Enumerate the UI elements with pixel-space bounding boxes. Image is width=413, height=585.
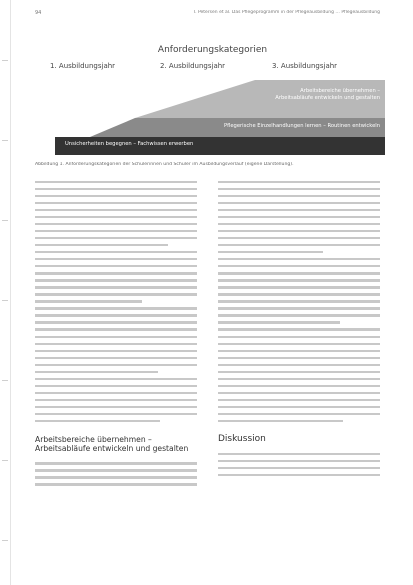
text-line-bar (35, 392, 197, 394)
text-line (218, 234, 380, 241)
text-line (35, 312, 197, 319)
text-line-bar (35, 286, 197, 288)
text-line (218, 277, 380, 284)
text-line-bar (218, 230, 380, 232)
text-line (35, 263, 197, 270)
text-line-bar (35, 420, 160, 422)
left-margin-strip (0, 0, 11, 585)
text-line-bar (218, 307, 380, 309)
margin-tick (2, 380, 8, 381)
text-line-bar (218, 336, 380, 338)
margin-tick (2, 300, 8, 301)
text-line (218, 256, 380, 263)
text-line (218, 389, 380, 396)
text-line-bar (218, 286, 380, 288)
text-lines (218, 178, 380, 425)
text-line-bar (218, 364, 380, 366)
text-line-bar (35, 385, 197, 387)
text-line-bar (35, 364, 197, 366)
text-lines (35, 178, 197, 425)
text-line (35, 234, 197, 241)
text-line-bar (218, 453, 380, 455)
text-line-bar (35, 265, 197, 267)
text-line-bar (218, 385, 380, 387)
text-line (218, 206, 380, 213)
text-line (35, 418, 197, 425)
text-line (218, 284, 380, 291)
text-line-bar (35, 237, 197, 239)
figure-column-label: 2. Ausbildungsjahr (160, 62, 226, 70)
text-line-bar (218, 378, 380, 380)
text-line (218, 368, 380, 375)
text-line (35, 298, 197, 305)
text-line-bar (35, 350, 197, 352)
text-line (35, 389, 197, 396)
text-line-bar (218, 181, 380, 183)
text-line (35, 291, 197, 298)
text-line (35, 256, 197, 263)
text-line (218, 291, 380, 298)
text-line-bar (35, 462, 197, 464)
text-line (35, 277, 197, 284)
text-line (35, 460, 197, 467)
text-line (35, 375, 197, 382)
text-line-bar (35, 483, 197, 485)
text-line-bar (35, 413, 197, 415)
running-head: T. Petersen et al. Das Pflegeprogramm in der Pflegeausbildung … Pflegeausbildung (192, 10, 380, 15)
text-line-bar (35, 244, 168, 246)
text-line (218, 298, 380, 305)
text-line (35, 474, 197, 481)
text-line (218, 396, 380, 403)
text-line-bar (35, 469, 197, 471)
text-line-bar (218, 188, 380, 190)
text-line-bar (35, 251, 197, 253)
text-line-bar (35, 223, 197, 225)
margin-tick (2, 140, 8, 141)
text-line (218, 382, 380, 389)
text-line-bar (35, 202, 197, 204)
text-line (35, 248, 197, 255)
text-line (35, 354, 197, 361)
text-line-bar (218, 399, 380, 401)
text-line-bar (218, 272, 380, 274)
text-line (218, 241, 380, 248)
text-line (218, 411, 380, 418)
text-line-bar (218, 223, 380, 225)
text-line (35, 333, 197, 340)
text-line (218, 361, 380, 368)
text-line-bar (35, 406, 197, 408)
text-line-bar (35, 258, 197, 260)
text-line (218, 227, 380, 234)
text-line-bar (218, 343, 380, 345)
text-line (35, 227, 197, 234)
text-line-bar (218, 460, 380, 462)
text-line-bar (35, 272, 197, 274)
text-line-bar (218, 467, 380, 469)
text-line-bar (218, 293, 380, 295)
figure-title: Anforderungskategorien (157, 45, 268, 55)
text-line (218, 178, 380, 185)
text-line-bar (218, 300, 380, 302)
text-line-bar (35, 343, 197, 345)
margin-tick (2, 60, 8, 61)
text-line-bar (218, 209, 380, 211)
text-line (35, 213, 197, 220)
text-line-bar (35, 300, 142, 302)
text-line (35, 270, 197, 277)
text-line (35, 178, 197, 185)
text-line (35, 326, 197, 333)
text-line (218, 354, 380, 361)
text-line (35, 404, 197, 411)
figure-column-label: 3. Ausbildungsjahr (272, 62, 338, 70)
text-line-bar (218, 321, 340, 323)
text-line-bar (35, 181, 197, 183)
text-line-bar (35, 307, 197, 309)
text-line-bar (35, 476, 197, 478)
text-line (35, 319, 197, 326)
text-line-bar (218, 371, 380, 373)
text-line-bar (218, 328, 380, 330)
section-title: Arbeitsbereiche übernehmen – (35, 434, 152, 444)
text-line (35, 368, 197, 375)
text-line-bar (218, 357, 380, 359)
text-line-bar (218, 237, 380, 239)
text-line-bar (35, 188, 197, 190)
section-title: Arbeitsabläufe entwickeln und gestalten (35, 444, 189, 454)
band-label: Pflegerische Einzelhandlungen lernen – Routinen entwickeln (223, 123, 380, 129)
page-number: 94 (35, 10, 42, 16)
text-line (35, 347, 197, 354)
text-line-bar (35, 371, 158, 373)
text-line-bar (218, 314, 380, 316)
figure-caption: Abbildung 1. Anforderungskategorien der Schülerinnen und Schüler im Ausbildungsverlauf (eigene Darstellung). (35, 162, 294, 167)
band-label: Unsicherheiten begegnen – Fachwissen erwerben (65, 141, 194, 147)
text-line (35, 220, 197, 227)
text-line-bar (35, 216, 197, 218)
text-line (218, 333, 380, 340)
text-line-bar (35, 328, 197, 330)
text-line-bar (35, 321, 197, 323)
text-line (218, 375, 380, 382)
figure-column-label: 1. Ausbildungsjahr (50, 62, 116, 70)
text-line (218, 270, 380, 277)
text-line (35, 382, 197, 389)
margin-tick (2, 540, 8, 541)
text-line (218, 340, 380, 347)
text-line-bar (218, 392, 380, 394)
text-column-left (35, 178, 197, 488)
text-line (218, 312, 380, 319)
text-line (218, 326, 380, 333)
text-line-bar (35, 336, 197, 338)
text-line-bar (35, 293, 197, 295)
text-line (35, 206, 197, 213)
text-line-bar (35, 230, 197, 232)
text-line (218, 347, 380, 354)
text-line-bar (218, 251, 323, 253)
text-line (35, 396, 197, 403)
text-line (35, 361, 197, 368)
text-line (218, 185, 380, 192)
text-line-bar (35, 195, 197, 197)
text-line (218, 305, 380, 312)
text-line (218, 404, 380, 411)
text-line (218, 457, 380, 464)
text-line (218, 248, 380, 255)
text-line-bar (218, 195, 380, 197)
band-label: Arbeitsbereiche übernehmen – (300, 88, 380, 94)
text-line-bar (35, 357, 197, 359)
text-line (35, 199, 197, 206)
text-line (35, 241, 197, 248)
text-line (218, 199, 380, 206)
text-line-bar (218, 244, 380, 246)
text-lines (35, 460, 197, 488)
margin-tick (2, 220, 8, 221)
text-line (218, 220, 380, 227)
text-line (35, 411, 197, 418)
text-line (218, 263, 380, 270)
text-lines (218, 450, 380, 478)
text-line (35, 340, 197, 347)
section-title: Diskussion (218, 433, 266, 444)
text-column-right (218, 178, 380, 478)
text-line-bar (35, 279, 197, 281)
text-line (35, 185, 197, 192)
text-line-bar (35, 399, 197, 401)
text-line (35, 481, 197, 488)
text-line-bar (218, 279, 380, 281)
text-line-bar (218, 413, 380, 415)
text-line (218, 464, 380, 471)
text-line-bar (218, 474, 380, 476)
text-line-bar (35, 378, 197, 380)
text-line (218, 450, 380, 457)
text-line (35, 305, 197, 312)
text-line-bar (218, 265, 380, 267)
text-line-bar (218, 420, 343, 422)
text-line-bar (35, 209, 197, 211)
text-line-bar (218, 216, 380, 218)
text-line-bar (218, 202, 380, 204)
text-line (218, 319, 380, 326)
text-line (35, 192, 197, 199)
text-line (218, 471, 380, 478)
text-line (218, 213, 380, 220)
text-line (218, 192, 380, 199)
text-line-bar (218, 406, 380, 408)
margin-tick (2, 460, 8, 461)
text-line (35, 467, 197, 474)
text-line-bar (218, 350, 380, 352)
text-line (35, 284, 197, 291)
text-line-bar (35, 314, 197, 316)
band-label: Arbeitsabläufe entwickeln und gestalten (275, 95, 380, 101)
text-line-bar (218, 258, 380, 260)
text-line (218, 418, 380, 425)
